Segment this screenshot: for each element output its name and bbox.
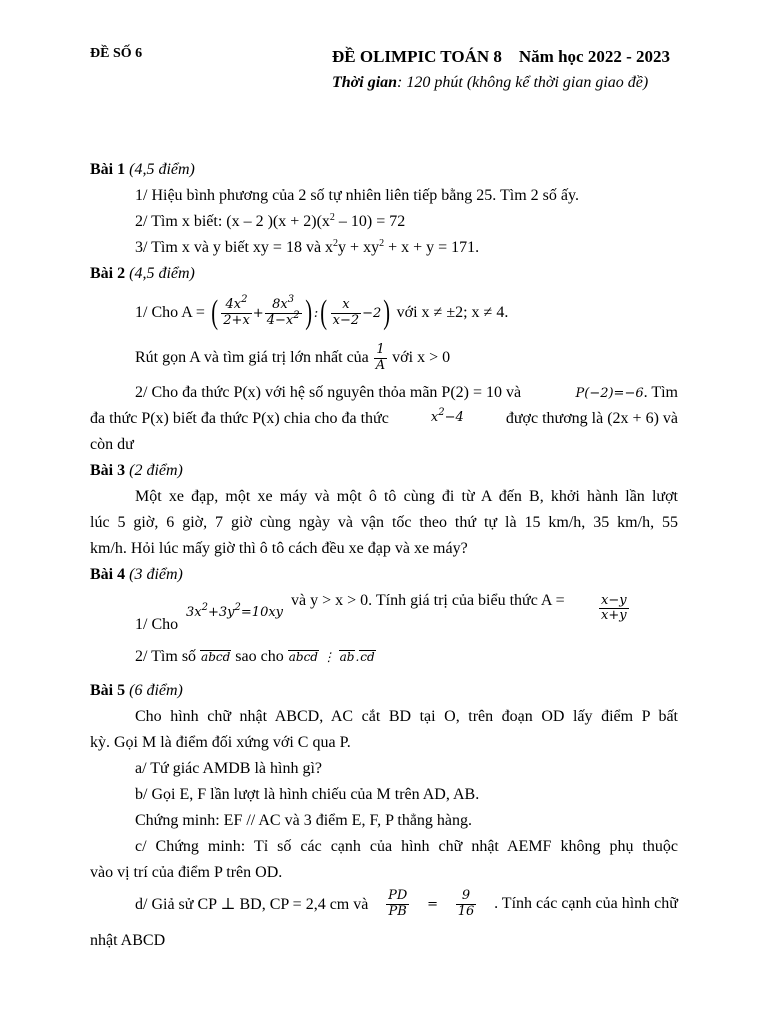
bai5-qc2: vào vị trí của điểm P trên OD. [90,864,283,881]
exam-number: ĐỀ SỐ 6 [90,46,143,61]
frac-9-16: $\frac{9}{16}$ [457,888,475,919]
frac-4x2: $\frac{4x^2}{2+x}$ [223,294,250,328]
frac-x-over-x-2: $\frac{x}{x-2}$ [332,297,360,328]
bai3-line1: Một xe đạp, một xe máy và một ô tô cùng đi từ A đến B, khởi hành lần lượt [135,488,678,505]
bai1-q2-part1: 2/ Tìm x biết: (x – 2 )(x + 2)(x [135,213,330,230]
bai3-points: (2 điểm) [129,462,183,479]
bai5-qd: d/ Giả sử CP ⊥ BD, CP = 2,4 cm và $\frac{PD}{PB}$ = $\frac{9}{16}$ . Tính các cạnh của hình chữ [135,888,678,919]
bai5-qd-part2: . Tính các cạnh của hình chữ [494,895,678,912]
bai2-rutgon [135,340,450,376]
bai3-line2: lúc 5 giờ, 6 giờ, 7 giờ cùng ngày và vận tốc theo thứ tự là 15 km/h, 35 km/h, 55 [90,514,678,531]
bai5-points: (6 điểm) [129,682,183,699]
bai2-rutgon-part2: với x > 0 [392,349,451,366]
bai4-heading [90,566,678,584]
bai5-qd-part1: d/ Giả sử CP ⊥ BD, CP = 2,4 cm và [135,896,369,913]
bai2-q1-suffix: với x ≠ ±2; x ≠ 4. [396,304,509,321]
bai1-title: Bài 1 [90,161,126,178]
bai1-q2-part2: – 10) = 72 [334,213,406,230]
bai5-title: Bài 5 [90,682,126,699]
bai5-qb: b/ Gọi E, F lần lượt là hình chiếu của M trên AD, AB. [135,786,480,803]
bai5-line1: Cho hình chữ nhật ABCD, AC cắt BD tại O, trên đoạn OD lấy điểm P bất [135,708,678,725]
bai1-q3-part2: y + xy [338,239,380,256]
time-label: Thời gian [332,74,398,91]
bai3-title: Bài 3 [90,462,126,479]
bai1-points: (4,5 điểm) [129,161,195,178]
bai2-q2-line1-end: . Tìm [643,384,678,401]
bai5-line2: kỳ. Gọi M là điểm đối xứng với C qua P. [90,734,351,751]
bai2-q2-line2-end: được thương là (2x + 6) và [505,410,678,427]
bai2-q1-prefix: 1/ Cho A = [135,304,205,321]
bai2-q2-line2: đa thức P(x) biết đa thức P(x) chia cho đa thức $x^2-4$ được thương là (2x + 6) và [90,407,678,427]
bai4-title: Bài 4 [90,566,126,583]
bai5-heading [90,682,678,700]
bai2-points: (4,5 điểm) [129,265,195,282]
bai1-heading [90,161,678,179]
bai1-q3-part1: 3/ Tìm x và y biết xy = 18 và x [135,239,334,256]
bai4-q1-text: và y > x > 0. Tính giá trị của biểu thức A = [291,592,565,609]
bai2-q2-line1: 2/ Cho đa thức P(x) với hệ số nguyên thỏa mãn P(2) = 10 và P(−2)=−6. Tìm [135,384,678,401]
bai2-heading [90,265,678,283]
bai4-equation: $3x^2+3y^2=10xy$ [186,602,284,620]
exam-title-text: ĐỀ OLIMPIC TOÁN 8 [332,47,502,66]
bai1-q3: 3/ Tìm x và y biết xy = 18 và $x^2y + xy^2 + x + y = 171$. [135,238,480,256]
bai2-rutgon-part1: Rút gọn A và tìm giá trị lớn nhất của [135,349,369,366]
bai3-line3: km/h. Hỏi lúc mấy giờ thì ô tô cách đều xe đạp và xe máy? [90,540,468,557]
bai4-q2-part1: 2/ Tìm số [135,648,197,665]
bai1-q1: 1/ Hiệu bình phương của 2 số tự nhiên liên tiếp bằng 25. Tìm 2 số ấy. [135,187,579,204]
bai3-heading [90,462,678,480]
school-year: Năm học 2022 - 2023 [518,47,670,66]
bai4-q2-part2: sao cho [235,648,284,665]
frac-1-over-A: $\frac{1}{A}$ [375,342,386,373]
bai5-qa: a/ Tứ giác AMDB là hình gì? [135,760,323,777]
frac-8x3: $\frac{8x^3}{4-x^2}$ [266,294,300,328]
time-limit [332,74,648,92]
frac-pd-pb: $\frac{PD}{PB}$ [388,888,408,919]
bai4-points: (3 điểm) [129,566,183,583]
bai1-q2: 2/ Tìm x biết: (x – 2 )$(x + 2)(x^2 - 10) = 72$ [135,212,406,230]
bai2-q2-line1-text: 2/ Cho đa thức P(x) với hệ số nguyên thỏa mãn P(2) = 10 và [135,384,522,401]
frac-x-y: $\frac{x-y}{x+y}$ [601,593,627,624]
bai2-q2-line2-text: đa thức P(x) biết đa thức P(x) chia cho đa thức [90,410,389,427]
bai5-qd-last: nhật ABCD [90,932,166,949]
bai5-qc1: c/ Chứng minh: Tỉ số các cạnh của hình chữ nhật AEMF không phụ thuộc [135,838,678,855]
bai5-qb2: Chứng minh: EF // AC và 3 điểm E, F, P thẳng hàng. [135,812,473,829]
bai4-q1-cho: 1/ Cho [135,616,179,633]
bai2-q2-line3: còn dư [90,436,134,453]
bai1-q3-part3: + x + y = 171. [384,239,480,256]
bai2-q1: 1/ Cho A = ( $\frac{4x^2}{2+x}$ + $\frac{8x^3}{4-x^2}$ ) : ( $\frac{x}{x-2}$ −2 ) với x ≠ ±2; x ≠ 4. [135,294,509,331]
bai2-title: Bài 2 [90,265,126,282]
abcd-overline: abcd [201,650,231,664]
exam-title [332,47,670,67]
bai4-q2: 2/ Tìm số abcd sao cho abcd ⋮ ab.cd [135,648,375,665]
time-value: : 120 phút (không kể thời gian giao đề) [397,74,649,91]
